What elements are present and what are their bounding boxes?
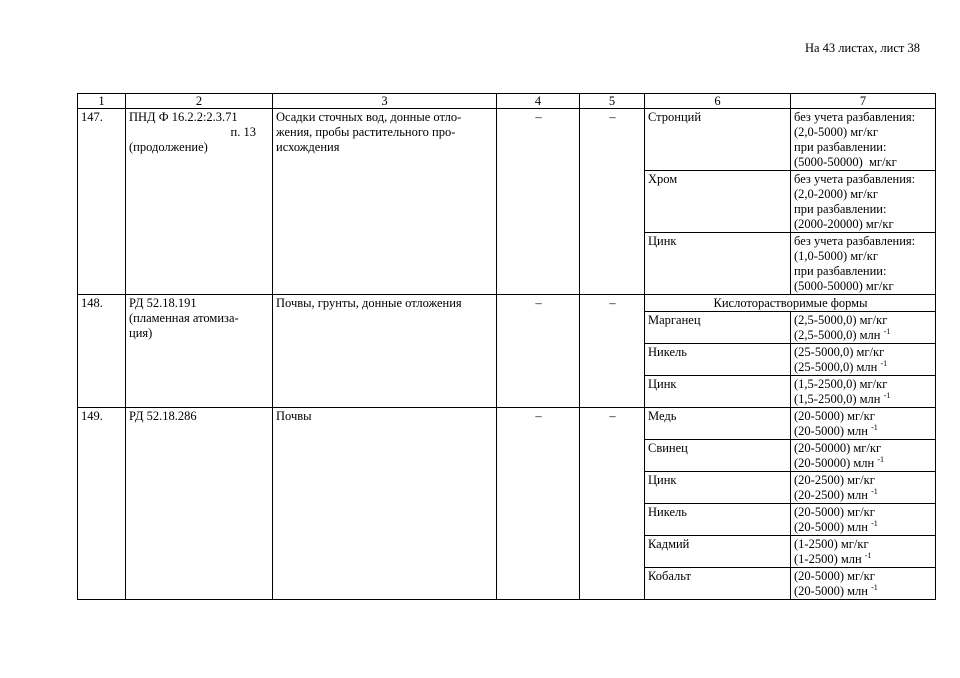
indicator-name: Кадмий — [645, 536, 791, 568]
method-cell — [126, 109, 273, 295]
method-line: п. 13 — [230, 125, 256, 139]
range-line: (25-5000,0) мг/кг — [794, 345, 885, 359]
range-line: (1,5-2500,0) мг/кг — [794, 377, 888, 391]
range-line: (25-5000,0) млн $^{-1}$ — [794, 359, 888, 374]
form-title: Кислоторастворимые формы — [645, 295, 936, 312]
col-header-2: 2 — [126, 94, 273, 109]
method-line: ПНД Ф 16.2.2:2.3.71 — [129, 110, 238, 124]
object-cell — [273, 109, 497, 295]
indicator-name: Свинец — [645, 440, 791, 472]
col-header-1: 1 — [78, 94, 126, 109]
range-cell — [791, 312, 936, 344]
method-cell — [126, 295, 273, 408]
range-line: (1-2500) мг/кг — [794, 537, 869, 551]
table-row — [78, 408, 936, 440]
range-cell — [791, 171, 936, 233]
range-line: (1,0-5000) мг/кг — [794, 249, 878, 263]
object-line: жения, пробы растительного про- — [276, 125, 456, 139]
range-line: (20-2500) мг/кг — [794, 473, 875, 487]
range-line: (1,5-2500,0) млн $^{-1}$ — [794, 391, 891, 406]
col4-cell: – — [497, 408, 580, 600]
range-line: при разбавлении: — [794, 264, 887, 278]
range-line: (1-2500) млн $^{-1}$ — [794, 551, 872, 566]
range-line: без учета разбавления: — [794, 234, 916, 248]
range-line: (2,5-5000,0) млн $^{-1}$ — [794, 327, 891, 342]
indicator-name: Медь — [645, 408, 791, 440]
range-line: (5000-50000) мг/кг — [794, 279, 894, 293]
range-line: (20-5000) млн $^{-1}$ — [794, 583, 878, 598]
col-header-4: 4 — [497, 94, 580, 109]
column-header-row — [78, 94, 936, 109]
col5-cell: – — [580, 295, 645, 408]
indicator-name: Цинк — [645, 472, 791, 504]
range-cell — [791, 344, 936, 376]
range-line: (20-5000) млн $^{-1}$ — [794, 423, 878, 438]
method-line: (продолжение) — [129, 140, 208, 154]
range-line: (20-2500) млн $^{-1}$ — [794, 487, 878, 502]
col-header-3: 3 — [273, 94, 497, 109]
range-cell — [791, 568, 936, 600]
method-cell: РД 52.18.286 — [126, 408, 273, 600]
row-number: 148. — [78, 295, 126, 408]
indicator-name: Никель — [645, 504, 791, 536]
row-number: 147. — [78, 109, 126, 295]
range-line: (2,0-2000) мг/кг — [794, 187, 878, 201]
range-cell — [791, 376, 936, 408]
range-line: (2,5-5000,0) мг/кг — [794, 313, 888, 327]
object-line: исхождения — [276, 140, 340, 154]
col4-cell: – — [497, 295, 580, 408]
row-number: 149. — [78, 408, 126, 600]
col4-cell: – — [497, 109, 580, 295]
method-line: РД 52.18.191 — [129, 296, 197, 310]
range-cell — [791, 536, 936, 568]
range-line: (2,0-5000) мг/кг — [794, 125, 878, 139]
range-line: без учета разбавления: — [794, 110, 916, 124]
object-cell: Почвы — [273, 408, 497, 600]
col-header-7: 7 — [791, 94, 936, 109]
range-cell — [791, 504, 936, 536]
table-row — [78, 109, 936, 171]
range-cell — [791, 440, 936, 472]
range-cell — [791, 109, 936, 171]
col-header-5: 5 — [580, 94, 645, 109]
indicator-name: Кобальт — [645, 568, 791, 600]
col5-cell: – — [580, 408, 645, 600]
table-row — [78, 295, 936, 312]
object-cell: Почвы, грунты, донные отложения — [273, 295, 497, 408]
range-line: (20-5000) млн $^{-1}$ — [794, 519, 878, 534]
col5-cell: – — [580, 109, 645, 295]
sheet-number: На 43 листах, лист 38 — [804, 41, 920, 55]
indicator-name: Цинк — [645, 233, 791, 295]
indicator-name: Стронций — [645, 109, 791, 171]
range-line: при разбавлении: — [794, 140, 887, 154]
range-cell — [791, 408, 936, 440]
range-line: (20-50000) млн $^{-1}$ — [794, 455, 884, 470]
method-line: (пламенная атомиза- — [129, 311, 239, 325]
indicator-name: Хром — [645, 171, 791, 233]
range-line: (2000-20000) мг/кг — [794, 217, 894, 231]
range-cell — [791, 472, 936, 504]
range-line: без учета разбавления: — [794, 172, 916, 186]
range-line: (20-5000) мг/кг — [794, 409, 875, 423]
range-line: (20-50000) мг/кг — [794, 441, 882, 455]
object-line: Осадки сточных вод, донные отло- — [276, 110, 462, 124]
col-header-6: 6 — [645, 94, 791, 109]
indicator-name: Цинк — [645, 376, 791, 408]
range-line: (20-5000) мг/кг — [794, 569, 875, 583]
indicator-name: Марганец — [645, 312, 791, 344]
range-line: при разбавлении: — [794, 202, 887, 216]
range-line: (5000-50000) мг/кг — [794, 155, 897, 169]
indicator-name: Никель — [645, 344, 791, 376]
methods-table — [77, 93, 936, 600]
range-cell — [791, 233, 936, 295]
range-line: (20-5000) мг/кг — [794, 505, 875, 519]
method-line: ция) — [129, 326, 153, 340]
